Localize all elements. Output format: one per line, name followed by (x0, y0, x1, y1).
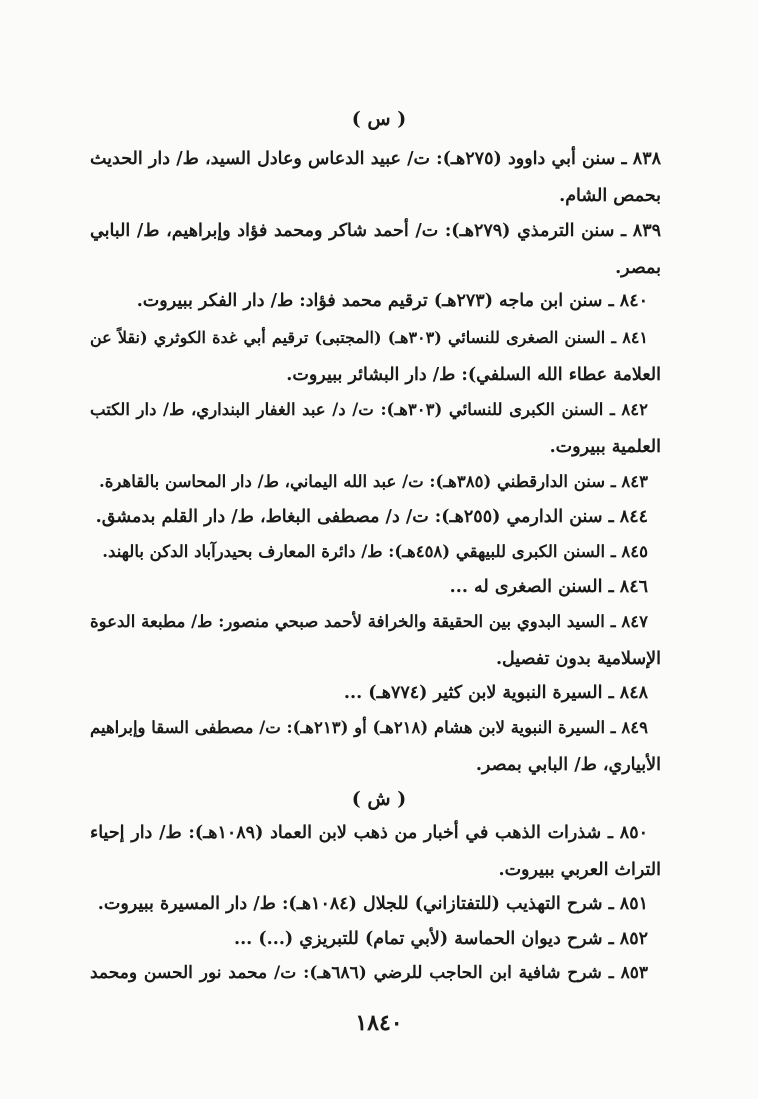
entry-847-line2: الإسلامية بدون تفصيل. (495, 649, 661, 669)
entry-843: ٨٤٣ ـ سنن الدارقطني (٣٨٥هـ): ت/ عبد الله اليماني، ط/ دار المحاسن بالقاهرة. (99, 472, 648, 491)
entry-841-line1: ٨٤١ ـ السنن الصغرى للنسائي (٣٠٣هـ) (المجتبى) ترقيم أبي غدة الكوثري (نقلاً عن (90, 328, 648, 347)
entry-848: ٨٤٨ ـ السيرة النبوية لابن كثير (٧٧٤هـ) ... (343, 683, 648, 703)
entry-838-line2: بحمص الشام. (559, 186, 661, 206)
entry-853-line1: ٨٥٣ ـ شرح شافية ابن الحاجب للرضي (٦٨٦هـ): ت/ محمد نور الحسن ومحمد (90, 963, 648, 983)
section-heading-shin: ( ش ) (351, 788, 407, 810)
entry-844: ٨٤٤ ـ سنن الدارمي (٢٥٥هـ): ت/ د/ مصطفى البغاط، ط/ دار القلم بدمشق. (95, 507, 648, 527)
entry-841-line2: العلامة عطاء الله السلفي): ط/ دار البشائر ببيروت. (286, 365, 661, 385)
entry-850-line2: التراث العربي ببيروت. (498, 860, 661, 880)
section-heading-sin: ( س ) (351, 108, 407, 130)
entry-850-line1: ٨٥٠ ـ شذرات الذهب في أخبار من ذهب لابن العماد (١٠٨٩هـ): ط/ دار إحياء (90, 823, 648, 843)
page-number: ١٨٤٠ (355, 1010, 403, 1036)
entry-839-line2: بمصر. (615, 258, 661, 278)
entry-852: ٨٥٢ ـ شرح ديوان الحماسة (لأبي تمام) للتبريزي (...) ... (233, 929, 648, 949)
entry-849-line1: ٨٤٩ ـ السيرة النبوية لابن هشام (٢١٨هـ) أو (٢١٣هـ): ت/ مصطفى السقا وإبراهيم (90, 718, 648, 737)
entry-847-line1: ٨٤٧ ـ السيد البدوي بين الحقيقة والخرافة لأحمد صبحي منصور: ط/ مطبعة الدعوة (90, 612, 648, 631)
entry-840: ٨٤٠ ـ سنن ابن ماجه (٢٧٣هـ) ترقيم محمد فؤاد: ط/ دار الفكر ببيروت. (136, 291, 648, 311)
entry-838-line1: ٨٣٨ ـ سنن أبي داوود (٢٧٥هـ): ت/ عبيد الدعاس وعادل السيد، ط/ دار الحديث (90, 149, 661, 169)
entry-849-line2: الأبياري، ط/ البابي بمصر. (475, 755, 661, 775)
entry-842-line2: العلمية ببيروت. (549, 437, 661, 457)
entry-839-line1: ٨٣٩ ـ سنن الترمذي (٢٧٩هـ): ت/ أحمد شاكر ومحمد فؤاد وإبراهيم، ط/ البابي (90, 221, 661, 241)
entry-851: ٨٥١ ـ شرح التهذيب (للتفتازاني) للجلال (١٠٨٤هـ): ط/ دار المسيرة ببيروت. (97, 894, 648, 914)
entry-846: ٨٤٦ ـ السنن الصغرى له ... (449, 577, 648, 597)
entry-842-line1: ٨٤٢ ـ السنن الكبرى للنسائي (٣٠٣هـ): ت/ د/ عبد الغفار البنداري، ط/ دار الكتب (90, 400, 648, 419)
entry-845: ٨٤٥ ـ السنن الكبرى للبيهقي (٤٥٨هـ): ط/ دائرة المعارف بحيدرآباد الدكن بالهند. (102, 542, 648, 561)
